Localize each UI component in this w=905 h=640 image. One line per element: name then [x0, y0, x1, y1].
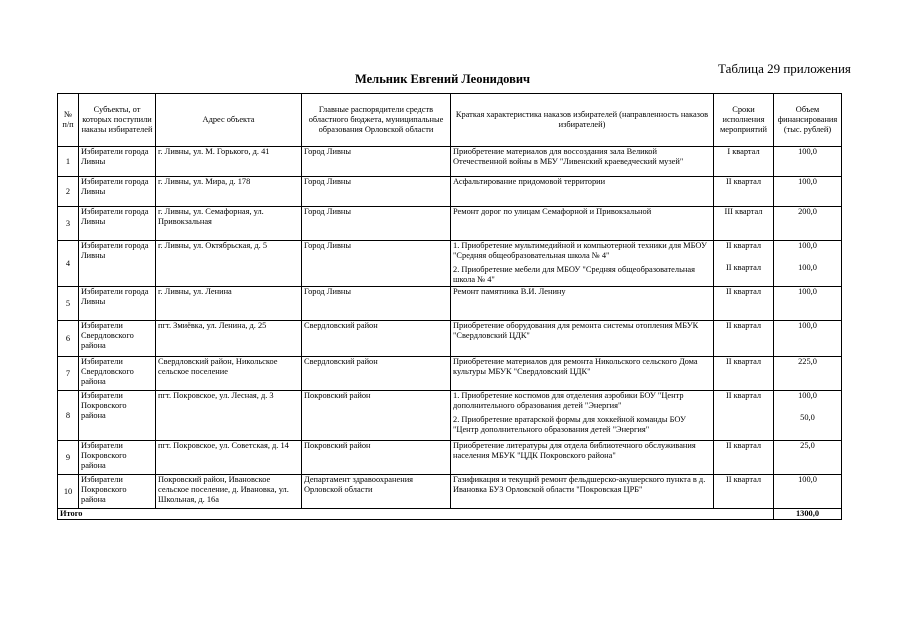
- row-term: [714, 357, 774, 391]
- row-number-text: 7: [65, 368, 71, 378]
- row-term: [714, 321, 774, 357]
- row-term: [714, 475, 774, 509]
- row-description: [451, 147, 714, 177]
- col-term-header: Сроки исполнения мероприятий: [714, 94, 774, 147]
- row-amount-text: 100,0: [798, 177, 817, 186]
- row-address-text: Свердловский район, Никольское сельское поселение: [158, 357, 278, 376]
- row-term: [714, 287, 774, 321]
- row-description: [451, 475, 714, 509]
- row-manager-text: Город Ливны: [304, 241, 352, 250]
- row-amount-text: 50,0: [800, 413, 815, 422]
- row-term: [714, 391, 774, 441]
- row-term: [714, 147, 774, 177]
- row-manager: [302, 357, 451, 391]
- row-amount: [774, 207, 842, 241]
- row-description: [451, 241, 714, 287]
- row-manager: [302, 321, 451, 357]
- row-description-text: Ремонт памятника В.И. Ленину: [453, 287, 566, 296]
- row-amount-text: 225,0: [798, 357, 817, 366]
- row-number-text: 1: [65, 156, 71, 166]
- row-amount: [774, 357, 842, 391]
- row-description: [451, 207, 714, 241]
- row-number: [58, 357, 79, 391]
- row-manager-text: Покровский район: [304, 391, 371, 400]
- col-address-header: Адрес объекта: [156, 94, 302, 147]
- row-amount-text: 100,0: [798, 263, 817, 272]
- row-term: [714, 207, 774, 241]
- table-row: [58, 177, 842, 207]
- row-description: [451, 391, 714, 441]
- row-number: [58, 287, 79, 321]
- row-number: [58, 321, 79, 357]
- row-term-text: II квартал: [725, 321, 762, 330]
- row-number: [58, 441, 79, 475]
- row-term-text: II квартал: [725, 357, 762, 366]
- row-description-text: 2. Приобретение мебели для МБОУ "Средняя общеобразовательная школа № 4": [453, 265, 695, 284]
- row-number-text: 2: [65, 186, 71, 196]
- row-number: [58, 207, 79, 241]
- col-description-header: Краткая характеристика наказов избирателей (направленность наказов избирателей): [451, 94, 714, 147]
- row-manager-text: Город Ливны: [304, 207, 352, 216]
- table-row: [58, 147, 842, 177]
- row-subject: [79, 147, 156, 177]
- row-amount-text: 100,0: [798, 147, 817, 156]
- col-subject-header: Субъекты, от которых поступили наказы избирателей: [79, 94, 156, 147]
- row-amount: [774, 241, 842, 287]
- row-manager-text: Свердловский район: [304, 357, 378, 366]
- row-manager: [302, 475, 451, 509]
- row-subject: [79, 207, 156, 241]
- row-manager: [302, 147, 451, 177]
- row-amount: [774, 441, 842, 475]
- row-number-text: 5: [65, 298, 71, 308]
- row-description: [451, 357, 714, 391]
- row-term-text: II квартал: [725, 475, 762, 484]
- row-term-text: II квартал: [725, 287, 762, 296]
- orders-table: [57, 93, 842, 520]
- row-term: [714, 241, 774, 287]
- total-amount: 1300,0: [774, 509, 842, 520]
- row-description-text: Приобретение материалов для ремонта Никольского сельского Дома культуры МБУК "Свердловский ЦДК": [453, 357, 698, 376]
- row-number-text: 4: [65, 258, 71, 268]
- row-term: [714, 177, 774, 207]
- row-description-text: 1. Приобретение мультимедийной и компьютерной техники для МБОУ "Средняя общеобразовательная школа № 4": [453, 241, 707, 260]
- row-address: [156, 391, 302, 441]
- row-subject-text: Избиратели города Ливны: [81, 147, 149, 166]
- table-row: [58, 475, 842, 509]
- row-address: [156, 441, 302, 475]
- row-subject: [79, 177, 156, 207]
- row-description-text: Приобретение оборудования для ремонта системы отопления МБУК "Свердловский ЦДК": [453, 321, 699, 340]
- row-subject-text: Избиратели Свердловского района: [81, 321, 134, 350]
- row-subject: [79, 287, 156, 321]
- row-description-text: 1. Приобретение костюмов для отделения аэробики БОУ "Центр дополнительного образования детей "Энергия": [453, 391, 684, 410]
- row-term-text: II квартал: [725, 263, 762, 272]
- row-subject-text: Избиратели Покровского района: [81, 441, 127, 470]
- row-address: [156, 241, 302, 287]
- row-description-text: 2. Приобретение вратарской формы для хоккейной команды БОУ "Центр дополнительного образования детей "Энергия": [453, 415, 686, 434]
- row-address-text: пгт. Покровское, ул. Лесная, д. 3: [158, 391, 274, 400]
- row-subject: [79, 475, 156, 509]
- row-address-text: пгт. Змиёвка, ул. Ленина, д. 25: [158, 321, 267, 330]
- row-subject-text: Избиратели города Ливны: [81, 287, 149, 306]
- col-amount-header: Объем финансирования (тыс. рублей): [774, 94, 842, 147]
- row-address-text: г. Ливны, ул. Мира, д. 178: [158, 177, 251, 186]
- row-manager: [302, 287, 451, 321]
- row-manager: [302, 391, 451, 441]
- row-description-text: Газификация и текущий ремонт фельдшерско-акушерского пункта в д. Ивановка БУЗ Орловской области "Покровская ЦРБ": [453, 475, 706, 494]
- total-row: [58, 509, 842, 520]
- row-amount-text: 100,0: [798, 287, 817, 296]
- total-label: Итого: [58, 509, 774, 520]
- row-term: [714, 441, 774, 475]
- row-manager-text: Покровский район: [304, 441, 371, 450]
- row-subject-text: Избиратели Покровского района: [81, 391, 127, 420]
- col-number-header: № п/п: [58, 94, 79, 147]
- header-row: [58, 94, 842, 147]
- row-description: [451, 321, 714, 357]
- row-description: [451, 177, 714, 207]
- row-address: [156, 321, 302, 357]
- row-description-text: Ремонт дорог по улицам Семафорной и Привокзальной: [453, 207, 652, 216]
- row-manager-text: Город Ливны: [304, 147, 352, 156]
- row-description-text: Приобретение материалов для воссоздания зала Великой Отечественной войны в МБУ "Ливенский краеведческий музей": [453, 147, 684, 166]
- table-row: [58, 321, 842, 357]
- row-subject: [79, 391, 156, 441]
- row-address-text: Покровский район, Ивановское сельское поселение, д. Ивановка, ул. Школьная, д. 16а: [158, 475, 289, 504]
- row-subject-text: Избиратели города Ливны: [81, 241, 149, 260]
- row-term-text: II квартал: [725, 391, 762, 400]
- row-term-text: II квартал: [725, 241, 762, 250]
- row-address-text: пгт. Покровское, ул. Советская, д. 14: [158, 441, 289, 450]
- row-term-text: II квартал: [725, 441, 762, 450]
- row-number-text: 9: [65, 452, 71, 462]
- row-subject: [79, 441, 156, 475]
- row-number: [58, 241, 79, 287]
- row-address: [156, 147, 302, 177]
- row-manager-text: Свердловский район: [304, 321, 378, 330]
- row-amount: [774, 321, 842, 357]
- row-term-text: II квартал: [725, 177, 762, 186]
- row-manager-text: Город Ливны: [304, 177, 352, 186]
- row-manager: [302, 177, 451, 207]
- row-number: [58, 391, 79, 441]
- row-address: [156, 177, 302, 207]
- row-amount-text: 200,0: [798, 207, 817, 216]
- table-caption: Таблица 29 приложения: [718, 61, 851, 76]
- row-number: [58, 147, 79, 177]
- row-manager: [302, 207, 451, 241]
- row-subject-text: Избиратели Покровского района: [81, 475, 127, 504]
- row-subject: [79, 357, 156, 391]
- row-address: [156, 475, 302, 509]
- row-term-text: I квартал: [727, 147, 760, 156]
- col-manager-header: Главные распорядители средств областного бюджета, муниципальные образования Орловской области: [302, 94, 451, 147]
- row-amount-text: 100,0: [798, 391, 817, 400]
- row-description: [451, 287, 714, 321]
- row-amount-text: 100,0: [798, 241, 817, 250]
- row-address: [156, 207, 302, 241]
- row-subject: [79, 321, 156, 357]
- table-row: [58, 287, 842, 321]
- row-address: [156, 357, 302, 391]
- row-number: [58, 177, 79, 207]
- row-address-text: г. Ливны, ул. Октябрьская, д. 5: [158, 241, 268, 250]
- row-manager-text: Департамент здравоохранения Орловской области: [304, 475, 414, 494]
- row-amount: [774, 287, 842, 321]
- row-amount-text: 100,0: [798, 321, 817, 330]
- table-row: [58, 207, 842, 241]
- deputy-name-title: Мельник Евгений Леонидович: [355, 72, 531, 86]
- row-number: [58, 475, 79, 509]
- row-description-text: Приобретение литературы для отдела библиотечного обслуживания населения МБУК "ЦДК Покровского района": [453, 441, 696, 460]
- row-amount: [774, 147, 842, 177]
- row-address-text: г. Ливны, ул. Ленина: [158, 287, 232, 296]
- row-subject: [79, 241, 156, 287]
- row-subject-text: Избиратели города Ливны: [81, 207, 149, 226]
- table-row: [58, 391, 842, 441]
- row-number-text: 3: [65, 218, 71, 228]
- row-amount-text: 100,0: [798, 475, 817, 484]
- row-address-text: г. Ливны, ул. М. Горького, д. 41: [158, 147, 270, 156]
- row-number-text: 8: [65, 410, 71, 420]
- table-row: [58, 441, 842, 475]
- row-manager: [302, 241, 451, 287]
- row-subject-text: Избиратели Свердловского района: [81, 357, 134, 386]
- row-amount: [774, 475, 842, 509]
- row-manager: [302, 441, 451, 475]
- row-number-text: 10: [63, 486, 73, 496]
- table-row: [58, 241, 842, 287]
- row-subject-text: Избиратели города Ливны: [81, 177, 149, 196]
- row-manager-text: Город Ливны: [304, 287, 352, 296]
- row-term-text: III квартал: [724, 207, 763, 216]
- row-address-text: г. Ливны, ул. Семафорная, ул. Привокзальная: [158, 207, 264, 226]
- row-number-text: 6: [65, 333, 71, 343]
- table-row: [58, 357, 842, 391]
- row-amount-text: 25,0: [800, 441, 815, 450]
- row-amount: [774, 391, 842, 441]
- row-amount: [774, 177, 842, 207]
- row-address: [156, 287, 302, 321]
- row-description-text: Асфальтирование придомовой территории: [453, 177, 606, 186]
- row-description: [451, 441, 714, 475]
